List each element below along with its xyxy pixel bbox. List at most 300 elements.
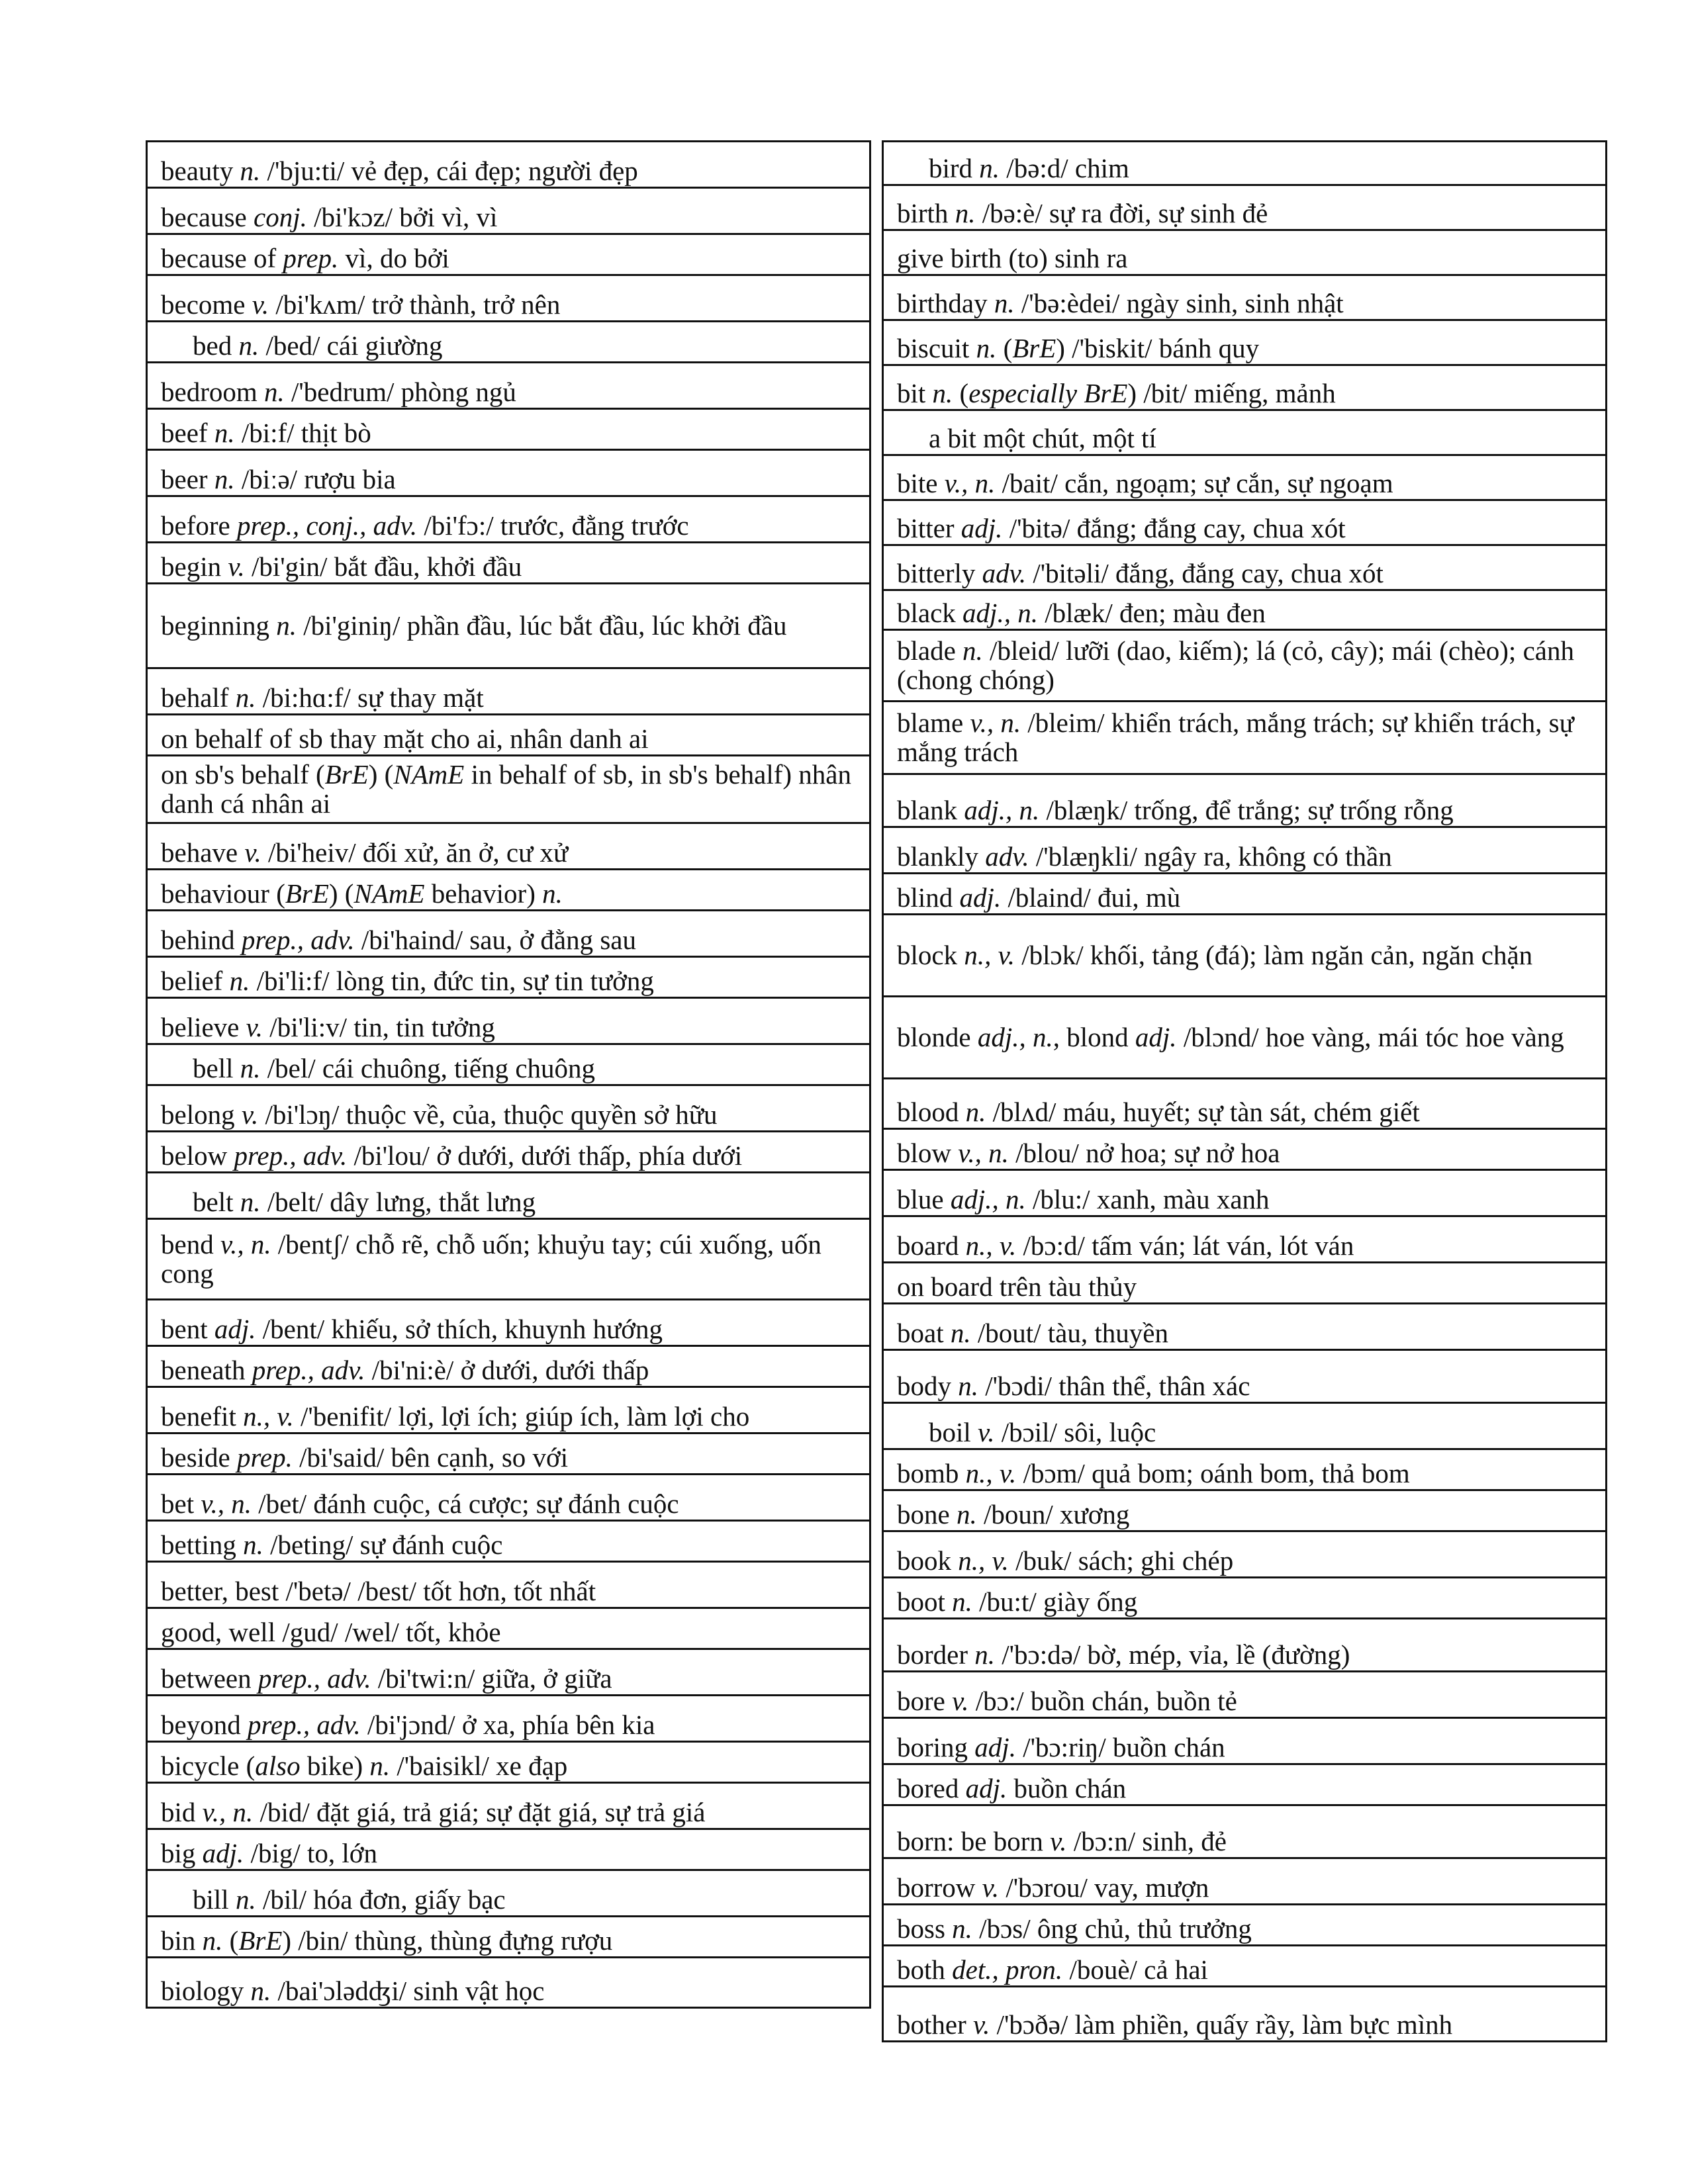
entry-text (897, 424, 1156, 454)
entry-text-segment: boring (897, 1732, 975, 1762)
part-of-speech-label: BrE (285, 878, 329, 909)
vocabulary-entry (884, 1578, 1605, 1619)
part-of-speech-label: v., n. (202, 1797, 254, 1827)
entry-text (897, 1873, 1209, 1903)
entry-text-segment: /'bɔdi/ thân thể, thân xác (978, 1371, 1250, 1401)
entry-text (897, 1587, 1137, 1617)
entry-text-segment: bird (929, 153, 980, 183)
entry-text-segment: bill (193, 1884, 236, 1915)
vocabulary-entry (884, 142, 1605, 186)
vocabulary-entry (148, 1475, 869, 1522)
vocabulary-entry (148, 276, 869, 322)
entry-text-segment: on sb's behalf ( (161, 758, 325, 790)
part-of-speech-label: adj. (202, 1838, 244, 1868)
entry-text-segment: bite (897, 468, 945, 498)
entry-text-segment: ) /bin/ thùng, thùng đựng rượu (282, 1925, 613, 1956)
part-of-speech-label: v. (228, 551, 245, 582)
entry-text-segment: before (161, 510, 237, 541)
entry-text-segment: /blɔk/ khối, tảng (đá); làm ngăn cản, ngăn chặn (1015, 939, 1533, 970)
entry-text (161, 1230, 861, 1289)
vocabulary-entry (148, 451, 869, 497)
part-of-speech-label: prep., adv. (247, 1709, 361, 1740)
entry-text-segment: birth (897, 198, 955, 228)
entry-text-segment: ( (996, 333, 1013, 363)
vocabulary-entry (148, 1917, 869, 1958)
vocabulary-entry (884, 546, 1605, 591)
entry-text-segment: /'bɔ:riŋ/ buồn chán (1015, 1732, 1225, 1762)
entry-text-segment: /blu:/ xanh, màu xanh (1025, 1184, 1270, 1214)
entry-text (897, 2010, 1452, 2040)
entry-text (161, 879, 563, 909)
entry-text-segment: /beting/ sự đánh cuộc (263, 1529, 503, 1560)
entry-text-segment: /bi'twi:n/ giữa, ở giữa (371, 1663, 612, 1694)
entry-text-segment: bid (161, 1797, 203, 1827)
part-of-speech-label: adj., n. (964, 795, 1040, 825)
entry-text-segment: biscuit (897, 333, 976, 363)
vocabulary-entry (148, 911, 869, 958)
entry-text (897, 199, 1268, 229)
entry-text-segment: /bid/ đặt giá, trả giá; sự đặt giá, sự trả giá (253, 1797, 706, 1827)
vocabulary-entry (884, 1946, 1605, 1987)
vocabulary-entry (148, 1696, 869, 1743)
entry-text-segment: /'bitəli/ đắng, đắng cay, chua xót (1026, 558, 1383, 588)
part-of-speech-label: n. (994, 288, 1015, 318)
entry-text (161, 724, 649, 754)
entry-text-segment: /bi'ni:è/ ở dưới, dưới thấp (365, 1355, 649, 1385)
part-of-speech-label: n. (974, 1639, 996, 1670)
entry-text (161, 465, 396, 495)
vocabulary-entry (148, 497, 869, 543)
vocabulary-entry (148, 1871, 869, 1917)
vocabulary-entry (148, 142, 869, 189)
entry-text-segment: /bed/ cái giường (259, 330, 443, 361)
entry-text-segment: ) ( (368, 758, 394, 790)
part-of-speech-label: n. (214, 464, 235, 494)
entry-text-segment: /bleid/ lưỡi (dao, kiếm); lá (cỏ, cây); mái (chèo); cánh (chong chóng) (897, 635, 1574, 695)
part-of-speech-label: v. (246, 1012, 263, 1042)
vocabulary-entry (884, 501, 1605, 546)
vocabulary-entry (884, 366, 1605, 411)
part-of-speech-label: n. (542, 878, 563, 909)
entry-text-segment: beauty (161, 156, 240, 186)
entry-text-segment: belong (161, 1099, 242, 1130)
entry-text-segment: on behalf of sb thay mặt cho ai, nhân danh ai (161, 723, 649, 754)
vocabulary-entry (884, 1171, 1605, 1217)
part-of-speech-label: n. (962, 635, 983, 666)
entry-text (897, 636, 1597, 696)
part-of-speech-label: adj. (1135, 1021, 1177, 1052)
vocabulary-entry (148, 410, 869, 451)
entry-text-segment: behavior) (424, 878, 543, 909)
vocabulary-entry (148, 1388, 869, 1434)
entry-text-segment: /bil/ hóa đơn, giấy bạc (256, 1884, 506, 1915)
part-of-speech-label: n. (952, 1913, 972, 1944)
entry-text (161, 377, 516, 408)
entry-text (161, 1402, 749, 1432)
entry-text-segment: boss (897, 1913, 953, 1944)
part-of-speech-label: n. (240, 1053, 261, 1083)
part-of-speech-label: also (255, 1751, 301, 1781)
part-of-speech-label: v. (973, 2009, 990, 2040)
entry-text-segment: /'bedrum/ phòng ngủ (284, 377, 516, 407)
entry-text-segment: , blond (1053, 1021, 1135, 1052)
part-of-speech-label: n. (979, 153, 1000, 183)
part-of-speech-label: det., pron. (952, 1954, 1063, 1985)
part-of-speech-label: adj. (965, 1773, 1008, 1803)
part-of-speech-label: n. (202, 1925, 223, 1956)
entry-text-segment: beer (161, 464, 214, 494)
part-of-speech-label: v., n. (958, 1138, 1009, 1168)
entry-text (897, 514, 1346, 544)
entry-text-segment: buồn chán (1007, 1773, 1127, 1803)
part-of-speech-label: v. (244, 837, 261, 868)
entry-text-segment: benefit (161, 1401, 244, 1432)
entry-text (897, 1272, 1137, 1302)
part-of-speech-label: prep. (283, 243, 339, 273)
entry-text-segment: block (897, 939, 964, 970)
entry-text (161, 1013, 495, 1043)
entry-text (897, 469, 1393, 499)
entry-text-segment: bone (897, 1499, 957, 1529)
entry-text-segment: between (161, 1663, 258, 1694)
entry-text-segment: blame (897, 707, 970, 738)
entry-text-segment: bomb (897, 1458, 966, 1488)
entry-text (161, 1530, 502, 1561)
entry-text-segment: ) /bit/ miếng, mảnh (1127, 378, 1336, 408)
part-of-speech-label: prep., adv. (252, 1355, 365, 1385)
entry-text (897, 842, 1392, 872)
entry-text (161, 1187, 536, 1218)
entry-text (897, 940, 1532, 971)
entry-text-segment: /bɔ:n/ sinh, đẻ (1066, 1826, 1227, 1856)
entry-text-segment: biology (161, 1976, 251, 2006)
vocabulary-entry (148, 1522, 869, 1563)
entry-text-segment: /bu:t/ giày ống (972, 1586, 1138, 1617)
entry-text-segment: /blæŋk/ trống, để trắng; sự trống rỗng (1039, 795, 1454, 825)
part-of-speech-label: v., n. (201, 1488, 252, 1519)
entry-text-segment: /bi'jɔnd/ ở xa, phía bên kia (360, 1709, 655, 1740)
part-of-speech-label: n. (952, 1586, 972, 1617)
entry-text-segment: /blaind/ đui, mù (1001, 882, 1181, 913)
entry-text-segment: /bi'haind/ sau, ở đằng sau (354, 925, 636, 955)
part-of-speech-label: n., v. (965, 1230, 1017, 1261)
entry-text (897, 708, 1597, 768)
vocabulary-entry (884, 591, 1605, 631)
entry-text (897, 1023, 1564, 1053)
entry-text-segment: /bai'ɔlədʤi/ sinh vật học (271, 1976, 545, 2006)
entry-text-segment: /'bə:èdei/ ngày sinh, sinh nhật (1014, 288, 1344, 318)
entry-text (161, 1443, 568, 1473)
entry-text-segment: bit (897, 378, 933, 408)
entry-text-segment: /bi:hɑ:f/ sự thay mặt (256, 682, 484, 713)
entry-text-segment: vì, do bởi (338, 243, 449, 273)
part-of-speech-label: n. (240, 1187, 261, 1217)
vocabulary-entry (148, 189, 869, 235)
entry-text-segment: /belt/ dây lưng, thắt lưng (260, 1187, 536, 1217)
vocabulary-entry (148, 715, 869, 756)
entry-text-segment: /bi'heiv/ đối xử, ăn ở, cư xử (261, 837, 569, 868)
entry-text (161, 1710, 655, 1741)
part-of-speech-label: n. (229, 966, 250, 996)
vocabulary-entry (148, 824, 869, 870)
vocabulary-entry (148, 999, 869, 1045)
entry-text (897, 289, 1344, 319)
entry-text-segment: on board trên tàu thủy (897, 1271, 1137, 1302)
vocabulary-entry (884, 1304, 1605, 1351)
entry-text-segment: behind (161, 925, 242, 955)
vocabulary-entry (884, 1719, 1605, 1765)
entry-text-segment: bent (161, 1314, 214, 1344)
vocabulary-entry (148, 1784, 869, 1830)
entry-text (897, 244, 1127, 274)
vocabulary-entry (884, 231, 1605, 276)
entry-text-segment: ( (222, 1925, 239, 1956)
entry-text (161, 552, 522, 582)
vocabulary-entry (884, 1905, 1605, 1946)
entry-text (161, 1100, 718, 1130)
vocabulary-entry (148, 1830, 869, 1871)
entry-text-segment: blood (897, 1097, 966, 1127)
part-of-speech-label: n. (235, 682, 256, 713)
part-of-speech-label: n., v. (958, 1545, 1009, 1576)
vocabulary-entry (884, 1532, 1605, 1578)
part-of-speech-label: n., v. (965, 1458, 1017, 1488)
entry-text (161, 418, 371, 449)
part-of-speech-label: BrE (238, 1925, 283, 1956)
entry-text-segment: bend (161, 1228, 220, 1259)
entry-text-segment: born: be born (897, 1826, 1051, 1856)
entry-text (161, 1839, 377, 1869)
entry-text-segment: believe (161, 1012, 246, 1042)
entry-text-segment: beyond (161, 1709, 248, 1740)
entry-text (897, 1686, 1237, 1717)
entry-text-segment: /bɔ:d/ tấm ván; lát ván, lót ván (1016, 1230, 1354, 1261)
part-of-speech-label: n. (955, 198, 976, 228)
vocabulary-entry (884, 775, 1605, 828)
entry-text (161, 1976, 545, 2007)
vocabulary-entry (148, 1173, 869, 1220)
vocabulary-entry (148, 363, 869, 410)
entry-text-segment: belief (161, 966, 230, 996)
part-of-speech-label: NAmE (353, 878, 425, 909)
entry-text-segment: /'bɔ:də/ bờ, mép, vỉa, lề (đường) (995, 1639, 1350, 1670)
entry-text (897, 559, 1383, 589)
part-of-speech-label: n. (235, 1884, 256, 1915)
entry-text-segment: ) ( (328, 878, 354, 909)
vocabulary-entry (148, 1609, 869, 1650)
entry-text-segment: /'bitə/ đắng; đắng cay, chua xót (1002, 513, 1346, 543)
entry-text-segment: borrow (897, 1872, 982, 1903)
part-of-speech-label: n. (950, 1318, 971, 1348)
entry-text-segment: beside (161, 1442, 237, 1473)
vocabulary-entry (884, 456, 1605, 501)
entry-text-segment: because of (161, 243, 283, 273)
part-of-speech-label: BrE (324, 758, 369, 790)
entry-text (161, 1355, 649, 1386)
part-of-speech-label: adj. (959, 882, 1002, 913)
entry-text (161, 1054, 595, 1084)
entry-text-segment: birthday (897, 288, 994, 318)
entry-text (897, 1500, 1129, 1530)
entry-text-segment: /bi'giniŋ/ phần đầu, lúc bắt đầu, lúc khởi đầu (296, 610, 787, 641)
part-of-speech-label: n. (240, 156, 261, 186)
entry-text (897, 796, 1454, 826)
entry-text-segment: /'bɔðə/ làm phiền, quấy rầy, làm bực mình (990, 2009, 1453, 2040)
entry-text (897, 1418, 1156, 1448)
entry-text-segment: /bə:è/ sự ra đời, sự sinh đẻ (975, 198, 1268, 228)
vocabulary-entry (884, 828, 1605, 874)
entry-text-segment: bell (193, 1053, 240, 1083)
entry-text-segment: beneath (161, 1355, 252, 1385)
part-of-speech-label: adj., n. (950, 1184, 1026, 1214)
part-of-speech-label: n. (369, 1751, 391, 1781)
entry-text-segment: /bait/ cắn, ngoạm; sự cắn, sự ngoạm (995, 468, 1393, 498)
vocabulary-entry (148, 958, 869, 999)
entry-text-segment: /'benifit/ lợi, lợi ích; giúp ích, làm lợi cho (293, 1401, 750, 1432)
part-of-speech-label: v. (241, 1099, 259, 1130)
entry-text-segment: bin (161, 1925, 203, 1956)
entry-text-segment: /blou/ nở hoa; sự nở hoa (1008, 1138, 1280, 1168)
entry-text-segment: /bet/ đánh cuộc, cá cược; sự đánh cuộc (252, 1488, 679, 1519)
part-of-speech-label: adj. (214, 1314, 256, 1344)
part-of-speech-label: especially BrE (968, 378, 1128, 408)
vocabulary-entry (148, 322, 869, 363)
entry-text (897, 379, 1336, 409)
part-of-speech-label: v. (252, 289, 269, 320)
part-of-speech-label: prep., conj., adv. (236, 510, 418, 541)
entry-text-segment: /bi:f/ thịt bò (234, 418, 371, 448)
entry-text-segment: become (161, 289, 252, 320)
entry-text-segment: /bi'gin/ bắt đầu, khởi đầu (244, 551, 522, 582)
vocabulary-entry (148, 1563, 869, 1609)
entry-text-segment: /bel/ cái chuông, tiếng chuông (260, 1053, 596, 1083)
entry-text-segment: bicycle ( (161, 1751, 256, 1781)
vocabulary-entry (148, 756, 869, 824)
entry-text-segment: /bɔs/ ông chủ, thủ trưởng (972, 1913, 1252, 1944)
entry-text (161, 966, 654, 997)
vocabulary-entry (884, 1806, 1605, 1859)
entry-text (897, 598, 1266, 629)
entry-text-segment: bike) (300, 1751, 370, 1781)
vocabulary-entry (884, 874, 1605, 915)
entry-text (161, 1664, 612, 1694)
entry-text (897, 154, 1129, 184)
part-of-speech-label: prep., adv. (241, 925, 355, 955)
entry-text-segment: beef (161, 418, 214, 448)
entry-text (161, 1314, 663, 1345)
entry-text (897, 1371, 1250, 1402)
entry-text (161, 331, 443, 361)
entry-text-segment: bitter (897, 513, 961, 543)
entry-text-segment: body (897, 1371, 959, 1401)
vocabulary-entry (884, 1351, 1605, 1404)
part-of-speech-label: n. (956, 1499, 977, 1529)
vocabulary-entry (148, 1300, 869, 1347)
entry-text (161, 611, 787, 641)
part-of-speech-label: prep. (237, 1442, 293, 1473)
entry-text (161, 244, 449, 274)
part-of-speech-label: n. (965, 1097, 986, 1127)
entry-text-segment: /bi'said/ bên cạnh, so với (292, 1442, 569, 1473)
vocabulary-entry (884, 186, 1605, 231)
entry-text-segment: /bi'lɔŋ/ thuộc về, của, thuộc quyền sở hữu (258, 1099, 718, 1130)
entry-text-segment: /biːə/ rượu bia (234, 464, 396, 494)
entry-text-segment: bedroom (161, 377, 264, 407)
vocabulary-entry (148, 1045, 869, 1086)
part-of-speech-label: conj. (254, 202, 307, 232)
part-of-speech-label: prep., adv. (234, 1140, 348, 1171)
part-of-speech-label: n. (214, 418, 235, 448)
vocabulary-entry (884, 997, 1605, 1079)
entry-text (161, 1926, 612, 1956)
vocabulary-entry (148, 1958, 869, 2007)
vocabulary-entry (148, 1347, 869, 1388)
entry-text-segment: /'blæŋkli/ ngây ra, không có thần (1029, 841, 1392, 872)
part-of-speech-label: adj., n. (962, 598, 1038, 628)
entry-text-segment: good, well /gud/ /wel/ tốt, khỏe (161, 1617, 501, 1647)
entry-text-segment: /boun/ xương (976, 1499, 1130, 1529)
entry-text (161, 925, 636, 956)
entry-text (161, 1576, 596, 1607)
part-of-speech-label: adj., n. (977, 1021, 1053, 1052)
vocabulary-entry (148, 1650, 869, 1696)
entry-text-segment: belt (193, 1187, 240, 1217)
right-vocabulary-column (882, 140, 1607, 2042)
entry-text-segment: begin (161, 551, 228, 582)
entry-text-segment: /buk/ sách; ghi chép (1008, 1545, 1234, 1576)
vocabulary-entry (884, 1765, 1605, 1806)
entry-text-segment: /bɔm/ quả bom; oánh bom, thả bom (1016, 1458, 1410, 1488)
entry-text (161, 683, 484, 713)
vocabulary-entry (148, 1086, 869, 1132)
entry-text-segment: /bout/ tàu, thuyền (970, 1318, 1168, 1348)
vocabulary-entry (148, 584, 869, 669)
entry-text (161, 1489, 679, 1520)
part-of-speech-label: adj. (961, 513, 1003, 543)
entry-text-segment: /bɔ:/ buồn chán, buồn tẻ (968, 1686, 1237, 1716)
part-of-speech-label: n., v. (964, 939, 1015, 970)
entry-text-segment: /'baisikl/ xe đạp (390, 1751, 568, 1781)
entry-text-segment: bed (193, 330, 239, 361)
vocabulary-entry (884, 1987, 1605, 2040)
entry-text-segment: blade (897, 635, 963, 666)
entry-text-segment: boot (897, 1586, 953, 1617)
entry-text-segment: /bɔil/ sôi, luộc (994, 1417, 1156, 1447)
entry-text (897, 1459, 1410, 1489)
vocabulary-entry (884, 1404, 1605, 1450)
entry-text-segment: /bi'kʌm/ trở thành, trở nên (269, 289, 561, 320)
vocabulary-entry (884, 1450, 1605, 1491)
entry-text (897, 1231, 1354, 1261)
entry-text-segment: /'bju:ti/ vẻ đẹp, cái đẹp; người đẹp (260, 156, 638, 186)
vocabulary-entry (884, 1079, 1605, 1130)
entry-text (897, 1318, 1168, 1349)
entry-text (161, 156, 638, 187)
entry-text (161, 511, 689, 541)
entry-text-segment: ) /'biskit/ bánh quy (1056, 333, 1260, 363)
part-of-speech-label: adj. (974, 1732, 1016, 1762)
part-of-speech-label: v. (978, 1417, 995, 1447)
entry-text-segment: board (897, 1230, 966, 1261)
vocabulary-entry (884, 1130, 1605, 1171)
part-of-speech-label: BrE (1012, 333, 1056, 363)
part-of-speech-label: n. (958, 1371, 978, 1401)
entry-text-segment: /bleim/ khiển trách, mắng trách; sự khiển trách, sự mắng trách (897, 707, 1574, 767)
entry-text (897, 883, 1180, 913)
entry-text-segment: blonde (897, 1021, 978, 1052)
entry-text-segment: blue (897, 1184, 951, 1214)
vocabulary-entry (884, 321, 1605, 366)
